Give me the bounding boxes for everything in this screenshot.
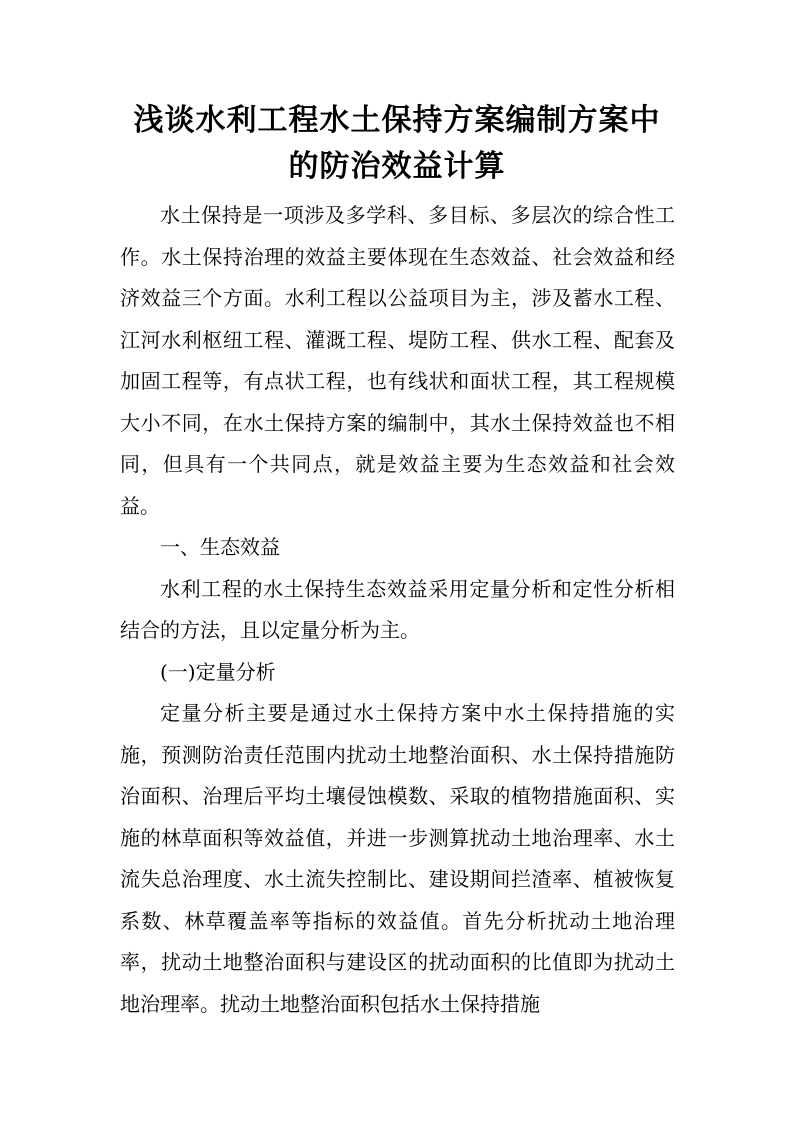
title-line-1: 浅谈水利工程水土保持方案编制方案中 xyxy=(133,103,661,138)
paragraph-intro: 水土保持是一项涉及多学科、多目标、多层次的综合性工作。水土保持治理的效益主要体现在生态效益、社会效益和经济效益三个方面。水利工程以公益项目为主，涉及蓄水工程、江河水利枢纽工程、灌溉工程、堤防工程、供水工程、配套及加固工程等，有点状工程，也有线状和面状工程，其工程规模大小不同，在水土保持方案的编制中，其水土保持效益也不相同，但具有一个共同点，就是效益主要为生态效益和社会效益。 xyxy=(120,203,675,518)
subsection-heading-quantitative-analysis: (一)定量分析 xyxy=(160,659,276,684)
document-title xyxy=(100,98,694,190)
paragraph-ecological-method: 水利工程的水土保持生态效益采用定量分析和定性分析相结合的方法，且以定量分析为主。 xyxy=(120,576,675,642)
document-body xyxy=(120,195,675,1025)
paragraph-quantitative-analysis: 定量分析主要是通过水土保持方案中水土保持措施的实施，预测防治责任范围内扰动土地整治面积、水土保持措施防治面积、治理后平均土壤侵蚀模数、采取的植物措施面积、实施的林草面积等效益值，并进一步测算扰动土地治理率、水土流失总治理度、水土流失控制比、建设期间拦渣率、植被恢复系数、林草覆盖率等指标的效益值。首先分析扰动土地治理率，扰动土地整治面积与建设区的扰动面积的比值即为扰动土地治理率。扰动土地整治面积包括水土保持措施 xyxy=(120,701,675,1016)
section-heading-ecological-benefit: 一、生态效益 xyxy=(160,535,280,559)
title-line-2: 的防治效益计算 xyxy=(288,149,506,184)
